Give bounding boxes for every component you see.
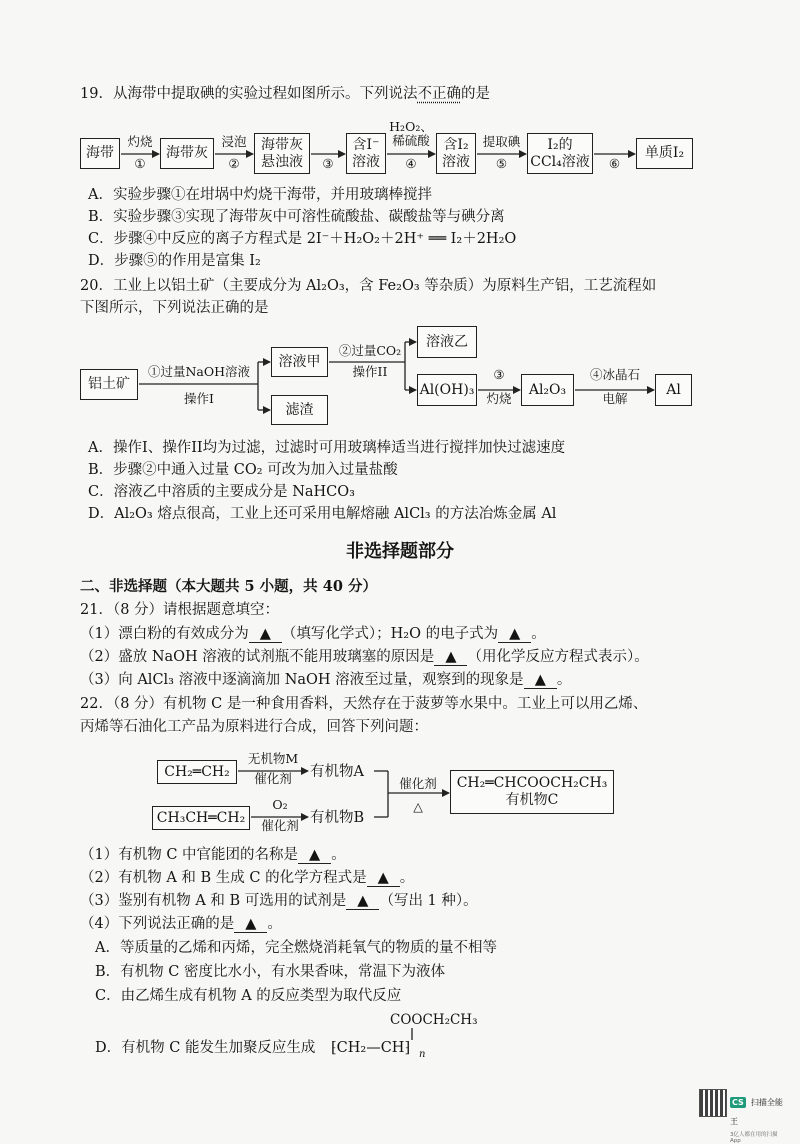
flow-box-solution-jia: 溶液甲 [271, 347, 328, 377]
answer-blank[interactable]: ▲ [346, 893, 379, 910]
answer-blank[interactable]: ▲ [367, 870, 400, 887]
polymer-degree: n [419, 1049, 426, 1060]
flow-box-iodine-solution: 含I₂ 溶液 [436, 133, 476, 174]
q21-line3: （3）向 AlCl₃ 溶液中逐滴滴加 NaOH 溶液至过量，观察到的现象是 ▲ 。 [80, 672, 572, 688]
flow-box-bauxite: 铝土矿 [80, 369, 138, 400]
arrow-label: 无机物M [247, 751, 299, 766]
q22-line2: （2）有机物 A 和 B 生成 C 的化学方程式是 ▲ 。 [80, 870, 415, 886]
flow-box-iodide-solution: 含I⁻ 溶液 [346, 133, 386, 174]
q22-stem-line2: 丙烯等石油化工产品为原料进行合成，回答下列问题： [80, 719, 428, 735]
q19-option-b: B．实验步骤③实现了海带灰中可溶性硫酸盐、碳酸盐等与碘分离 [88, 209, 505, 225]
q22-option-b: B．有机物 C 密度比水小，有水果香味，常温下为液体 [95, 964, 445, 980]
q21-stem: 21．（8 分）请根据题意填空： [80, 602, 280, 618]
arrow-label: H₂O₂、 [389, 119, 433, 134]
step-number: ⑥ [608, 156, 621, 171]
arrow-label: 操作I [184, 391, 214, 406]
q20-option-a: A．操作I、操作II均为过滤，过滤时可用玻璃棒适当进行搅拌加快过滤速度 [88, 440, 566, 456]
polymer-backbone: ⁅CH₂—CH⁆ [331, 1040, 411, 1056]
answer-blank[interactable]: ▲ [298, 847, 331, 864]
scanner-logo: CS 扫描全能王 3亿人都在用的扫描App [730, 1098, 783, 1144]
arrow-label: 浸泡 [221, 134, 247, 149]
q22-line4: （4）下列说法正确的是 ▲ 。 [80, 916, 282, 932]
arrow-label: 稀硫酸 [392, 133, 430, 148]
q22-option-a: A．等质量的乙烯和丙烯，完全燃烧消耗氧气的物质的量不相等 [95, 940, 497, 956]
arrow-label: 灼烧 [127, 134, 153, 149]
q20-stem-line2: 下图所示，下列说法正确的是 [80, 300, 269, 316]
flow-box-kelp: 海带 [80, 138, 120, 169]
arrow-label: O₂ [272, 797, 288, 812]
arrow-label: 催化剂 [254, 771, 292, 786]
flow-box-aluminium: Al [655, 374, 692, 406]
arrow-label: 催化剂 [399, 776, 437, 791]
flow-box-ccl4-solution: I₂的 CCl₄溶液 [527, 133, 593, 174]
arrow-label: ③ [493, 367, 505, 382]
arrow-label: 提取碘 [482, 134, 521, 149]
q20-option-b: B．步骤②中通入过量 CO₂ 可改为加入过量盐酸 [88, 462, 398, 478]
q22-line3: （3）鉴别有机物 A 和 B 可选用的试剂是 ▲ （写出 1 种）。 [80, 893, 478, 909]
step-number: ② [228, 156, 240, 171]
flow-box-propene: CH₃CH═CH₂ [152, 806, 250, 830]
answer-blank[interactable]: ▲ [498, 626, 531, 643]
arrow-label: ④冰晶石 [589, 367, 640, 382]
answer-blank[interactable]: ▲ [434, 649, 467, 666]
arrow-label: ②过量CO₂ [338, 343, 402, 358]
section-title: 非选择题部分 [346, 541, 454, 562]
flow-box-suspension: 海带灰 悬浊液 [254, 133, 310, 174]
flow-box-aluminium-hydroxide: Al(OH)₃ [417, 374, 477, 406]
answer-blank[interactable]: ▲ [524, 672, 557, 689]
q20-stem-line1: 20．工业上以铝土矿（主要成分为 Al₂O₃，含 Fe₂O₃ 等杂质）为原料生产铝，工艺流程如 [80, 278, 657, 294]
arrow-label: ①过量NaOH溶液 [147, 364, 251, 379]
arrow-label: 催化剂 [261, 818, 299, 833]
q22-option-c: C．由乙烯生成有机物 A 的反应类型为取代反应 [95, 988, 402, 1004]
section-header: 二、非选择题（本大题共 5 小题，共 40 分） [80, 578, 377, 595]
compound-b: 有机物B [310, 810, 365, 826]
q19-emphasis: 不正确 [417, 86, 461, 102]
q22-stem-line1: 22．（8 分）有机物 C 是一种食用香料，天然存在于菠萝等水果中。工业上可以用乙烯、 [80, 696, 648, 712]
flow-box-iodine: 单质I₂ [636, 138, 693, 169]
q20-option-d: D．Al₂O₃ 熔点很高，工业上还可采用电解熔融 AlCl₃ 的方法冶炼金属 Al [88, 506, 557, 522]
flow-box-ethene: CH₂═CH₂ [157, 760, 237, 784]
answer-blank[interactable]: ▲ [249, 626, 282, 643]
step-number: ④ [405, 156, 417, 171]
q21-line2: （2）盛放 NaOH 溶液的试剂瓶不能用玻璃塞的原因是 ▲ （用化学反应方程式表示）。 [80, 649, 649, 665]
compound-a: 有机物A [310, 764, 364, 780]
step-number: ⑤ [495, 156, 508, 171]
flow-box-solution-yi: 溶液乙 [417, 326, 477, 358]
q19-option-a: A．实验步骤①在坩埚中灼烧干海带，并用玻璃棒搅拌 [88, 187, 432, 203]
q21-line1: （1）漂白粉的有效成分为 ▲ （填写化学式）；H₂O 的电子式为 ▲ 。 [80, 626, 546, 642]
flow-box-alumina: Al₂O₃ [521, 374, 574, 406]
answer-blank[interactable]: ▲ [234, 916, 267, 933]
arrow-label: 操作II [352, 364, 388, 379]
flow-box-kelp-ash: 海带灰 [160, 138, 214, 169]
flow-box-residue: 滤渣 [271, 395, 328, 425]
arrow-label: 电解 [602, 391, 628, 406]
step-number: ① [134, 156, 146, 171]
qr-code-icon [699, 1089, 727, 1117]
q19-option-d: D．步骤⑤的作用是富集 I₂ [88, 253, 261, 269]
q22-line1: （1）有机物 C 中官能团的名称是 ▲ 。 [80, 847, 346, 863]
step-number: ③ [322, 156, 334, 171]
arrow-label: △ [413, 799, 423, 814]
q20-option-c: C．溶液乙中溶质的主要成分是 NaHCO₃ [88, 484, 355, 500]
q22-option-d: D．有机物 C 能发生加聚反应生成 [95, 1040, 316, 1056]
flow-box-compound-c: CH₂═CHCOOCH₂CH₃ 有机物C [450, 770, 614, 814]
q19-stem: 19．从海带中提取碘的实验过程如图所示。下列说法不正确的是 [80, 86, 490, 102]
arrow-label: 灼烧 [486, 391, 512, 406]
polymer-side-chain: COOCH₂CH₃ [390, 1012, 478, 1028]
q19-option-c: C．步骤④中反应的离子方程式是 2I⁻＋H₂O₂＋2H⁺ ══ I₂＋2H₂O [88, 231, 517, 247]
